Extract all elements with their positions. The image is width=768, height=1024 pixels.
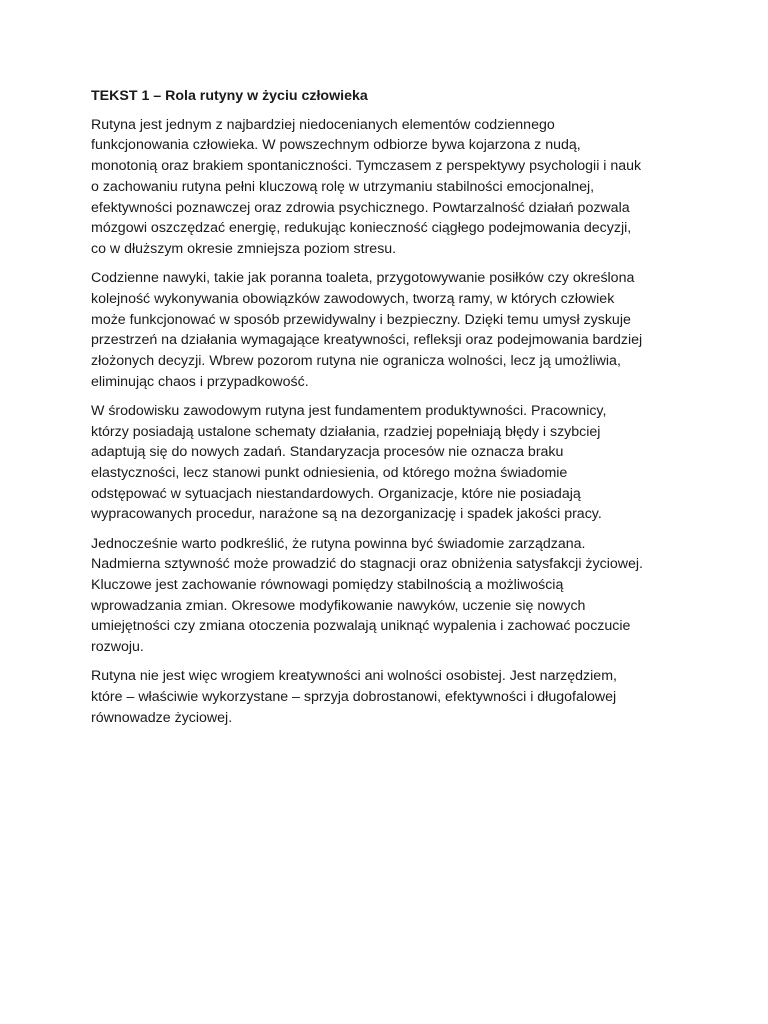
text-line: Rutyna jest jednym z najbardziej niedocenianych elementów codziennego <box>91 116 555 133</box>
text-line: wypracowanych procedur, narażone są na dezorganizację i spadek jakości pracy. <box>91 506 602 523</box>
document-title: TEKST 1 – Rola rutyny w życiu człowieka <box>91 88 368 104</box>
text-line: mózgowi oszczędzać energię, redukując konieczność ciągłego podejmowania decyzji, <box>91 220 632 237</box>
text-line: które – właściwie wykorzystane – sprzyja dobrostanowi, efektywności i długofalowej <box>91 688 617 705</box>
paragraph-4 <box>91 534 681 658</box>
document-body <box>91 86 681 737</box>
text-line: odstępować w sytuacjach niestandardowych. Organizacje, które nie posiadają <box>91 485 581 502</box>
text-line: o zachowaniu rutyna pełni kluczową rolę w utrzymaniu stabilności emocjonalnej, <box>91 178 595 195</box>
text-line: Jednocześnie warto podkreślić, że rutyna powinna być świadomie zarządzana. <box>91 535 586 552</box>
paragraph-2 <box>91 268 681 392</box>
text-line: adaptują się do nowych zadań. Standaryzacja procesów nie oznacza braku <box>91 444 564 461</box>
paragraph-1 <box>91 115 681 260</box>
text-line: Rutyna nie jest więc wrogiem kreatywności ani wolności osobistej. Jest narzędziem, <box>91 668 617 685</box>
text-line: elastyczności, lecz stanowi punkt odniesienia, od którego można świadomie <box>91 464 568 481</box>
text-line: Codzienne nawyki, takie jak poranna toaleta, przygotowywanie posiłków czy określona <box>91 270 635 287</box>
text-line: co w dłuższym okresie zmniejsza poziom stresu. <box>91 240 397 257</box>
text-line: którzy posiadają ustalone schematy działania, rzadziej popełniają błędy i szybciej <box>91 423 601 440</box>
text-line: funkcjonowania człowieka. W powszechnym odbiorze bywa kojarzona z nudą, <box>91 137 581 154</box>
text-line: umiejętności czy zmiana otoczenia pozwalają uniknąć wypalenia i zachować poczucie <box>91 618 631 635</box>
paragraph-5 <box>91 666 681 728</box>
text-line: równowadze życiowej. <box>91 709 233 726</box>
text-line: kolejność wykonywania obowiązków zawodowych, tworzą ramy, w których człowiek <box>91 290 615 307</box>
text-line: Kluczowe jest zachowanie równowagi pomiędzy stabilnością a możliwością <box>91 576 564 593</box>
text-line: W środowisku zawodowym rutyna jest fundamentem produktywności. Pracownicy, <box>91 402 607 419</box>
text-line: może funkcjonować w sposób przewidywalny i bezpieczny. Dzięki temu umysł zyskuje <box>91 311 631 328</box>
paragraph-3 <box>91 401 681 525</box>
text-line: efektywności poznawczej oraz zdrowia psychicznego. Powtarzalność działań pozwala <box>91 199 630 216</box>
text-line: monotonią oraz brakiem spontaniczności. Tymczasem z perspektywy psychologii i nauk <box>91 158 642 175</box>
text-line: przestrzeń na działania wymagające kreatywności, refleksji oraz podejmowania bardziej <box>91 332 643 349</box>
text-line: rozwoju. <box>91 639 144 656</box>
text-line: wprowadzania zmian. Okresowe modyfikowanie nawyków, uczenie się nowych <box>91 597 586 614</box>
text-line: Nadmierna sztywność może prowadzić do stagnacji oraz obniżenia satysfakcji życiowej. <box>91 556 643 573</box>
text-line: złożonych decyzji. Wbrew pozorom rutyna nie ogranicza wolności, lecz ją umożliwia, <box>91 352 621 369</box>
text-line: eliminując chaos i przypadkowość. <box>91 373 309 390</box>
